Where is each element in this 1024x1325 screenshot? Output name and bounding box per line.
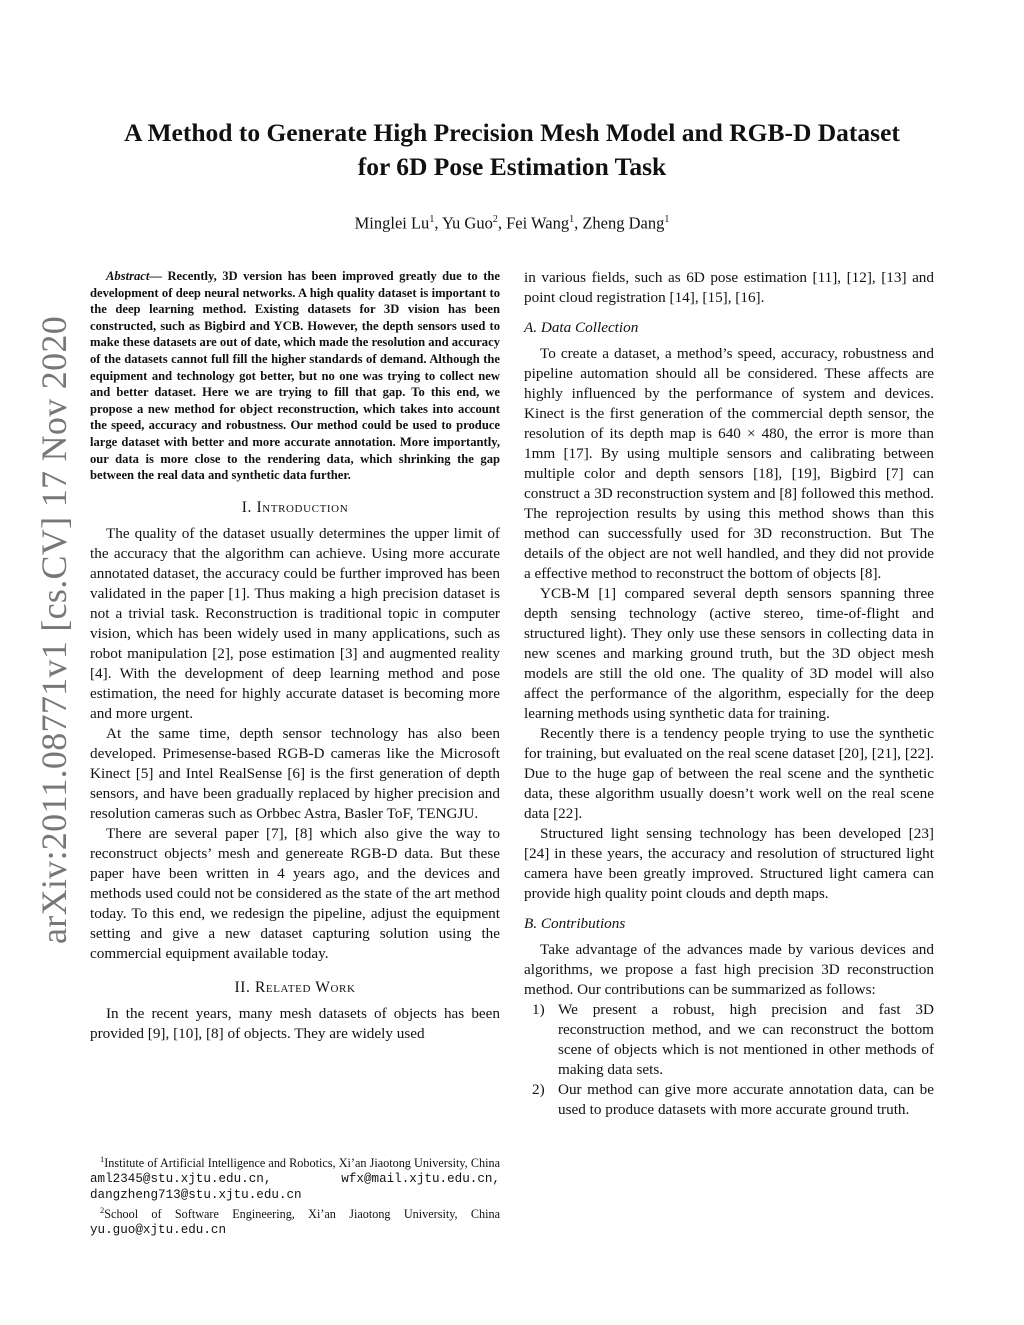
left-column [90, 268, 500, 1044]
data-collection-paragraph: Structured light sensing technology has been developed [23] [24] in these years, the accuracy and resolution of structured light camera have been greatly improved. Structured light camera can provide high quality point clouds and depth maps. [524, 825, 934, 902]
contributions-intro: Take advantage of the advances made by various devices and algorithms, we propose a fast high precision 3D reconstruction method. Our contributions can be summarized as follows: [524, 941, 934, 998]
section-heading-introduction: I. Introduction [241, 498, 349, 516]
related-work-continuation: in various fields, such as 6D pose estimation [11], [12], [13] and point cloud registration [14], [15], [16]. [524, 269, 934, 306]
title-line-2: for 6D Pose Estimation Task [357, 152, 667, 181]
affiliation-mark: 2 [492, 214, 498, 225]
list-item [524, 1000, 934, 1080]
footnote-2 [90, 1203, 500, 1238]
title-line-1: A Method to Generate High Precision Mesh Model and RGB-D Dataset [124, 118, 900, 147]
author-name: Zheng Dang [582, 213, 665, 233]
footnote-2-email: yu.guo@xjtu.edu.cn [90, 1223, 227, 1238]
intro-paragraph: There are several paper [7], [8] which also give the way to reconstruct objects’ mesh and genereate RGB-D data. But these paper have been written in 4 years ago, and the devices and methods used could not be considered as the state of the art method today. To this end, we redesign the pipeline, adjust the equipment setting and give a new dataset capturing solution using the commercial equipment available today. [90, 824, 500, 962]
abstract-text: Recently, 3D version has been improved greatly due to the development of deep neural networks. A high quality dataset is important to the deep learning method. Existing datasets for 3D vision has been constructed, such as Bigbird and YCB. However, the depth sensors used to make these datasets are out of date, which made the resolution and accuracy of the datasets cannot full fill the higher standards of demand. Although the equipment and technology got better, but no one was trying to collect new and better dataset. Here we are trying to fill that gap. To this end, we propose a new method for object reconstruction, which takes into account the speed, accuracy and robustness. Our method could be used to produce large dataset with better and more accurate annotation. More importantly, our data is more close to the rendering data, which shrinking the gap between the real data and synthetic data further. [90, 269, 500, 483]
list-item-text: Our method can give more accurate annotation data, can be used to produce datasets with more accurate ground truth. [558, 1081, 934, 1118]
affiliation-mark: 1 [569, 214, 575, 225]
footnotes [90, 1152, 500, 1238]
paper-title [60, 116, 964, 184]
contributions-list [524, 1000, 934, 1120]
footnote-1-emails: aml2345@stu.xjtu.edu.cn, wfx@mail.xjtu.edu.cn, dangzheng713@stu.xjtu.edu.cn [90, 1172, 500, 1203]
list-item-text: We present a robust, high precision and fast 3D reconstruction method, and we can reconstruct the bottom scene of objects which is not mentioned in other methods of making data sets. [558, 1001, 934, 1078]
list-item-number: 2) [532, 1081, 545, 1098]
subsection-heading-contributions: B. Contributions [524, 915, 626, 932]
author-list: Minglei Lu$^1$, Yu Guo$^2$, Fei Wang$^1$, Zheng Dang$^1$ [354, 213, 670, 233]
related-work-paragraph: In the recent years, many mesh datasets of objects has been provided [9], [10], [8] of objects. They are widely used [90, 1004, 500, 1042]
abstract [90, 268, 500, 484]
data-collection-paragraph: To create a dataset, a method’s speed, accuracy, robustness and pipeline automation should all be considered. These affects are highly influenced by the performance of system and devices. Kinect is the first generation of the commercial depth sensor, the resolution of its depth map is 640 × 480, the error is more than 1mm [17]. By using multiple sensors and calibrating between multiple color and depth sensors [18], [19], Bigbird [7] can construct a 3D reconstruction system and [8] followed this method. The reprojection results by using this method shows than this method can successfully used for 3D reconstruction. But The details of the object are not well handled, and they did not provide a effective method to reconstruct the bottom of objects [8]. [524, 345, 934, 582]
footnote-mark: 2 [100, 1205, 105, 1216]
author-name: Minglei Lu [354, 213, 430, 233]
subsection-heading-data-collection: A. Data Collection [524, 319, 639, 336]
intro-paragraph: At the same time, depth sensor technology has also been developed. Primesense-based RGB-D cameras like the Microsoft Kinect [5] and Intel RealSense [6] is the first generation of depth sensors, and have been gradually replaced by higher precision and resolution cameras such as Orbbec Astra, Basler ToF, TENGJU. [90, 724, 500, 822]
author-name: Fei Wang [506, 213, 570, 233]
affiliation-mark: 1 [429, 214, 435, 225]
footnote-mark: 1 [100, 1154, 105, 1164]
list-item-number: 1) [532, 1001, 545, 1018]
affiliation-mark: 1 [664, 214, 670, 225]
data-collection-paragraph: Recently there is a tendency people trying to use the synthetic for training, but evaluated on the real scene dataset [20], [21], [22]. Due to the huge gap of between the real scene and the synthetic data, these algorithm usually doesn’t work well on the real scene data [22]. [524, 725, 934, 822]
section-heading-related-work: II. Related Work [234, 978, 356, 996]
list-item [524, 1080, 934, 1120]
footnote-2-text: School of Software Engineering, Xi’an Jiaotong University, China [104, 1207, 500, 1222]
author-name: Yu Guo [441, 213, 493, 233]
footnote-1-text: Institute of Artificial Intelligence and Robotics, Xi’an Jiaotong University, China [104, 1156, 500, 1171]
arxiv-identifier: arXiv:2011.08771v1 [cs.CV] 17 Nov 2020 [34, 315, 74, 944]
data-collection-paragraph: YCB-M [1] compared several depth sensors spanning three depth sensing technology (active stereo, time-of-flight and structured light). They only use these sensors in collecting data in new scenes and marking ground truth, but the 3D object mesh models are still the old one. The quality of 3D model will also affect the performance of the algorithm, especially for the deep learning methods using synthetic data for training. [524, 585, 934, 722]
abstract-label: Abstract— [106, 269, 162, 283]
footnote-1 [90, 1152, 500, 1203]
right-column [524, 268, 934, 1120]
intro-paragraph: The quality of the dataset usually determines the upper limit of the accuracy that the algorithm can achieve. Using more accurate annotated dataset, the accuracy could be further improved has been validated in the paper [1]. Thus making a high precision dataset is not a trivial task. Reconstruction is traditional topic in computer vision, which has been widely used in many applications, such as robot manipulation [2], pose estimation [3] and augmented reality [4]. With the development of deep learning method and pose estimation, the need for highly accurate dataset is becoming more and more urgent. [90, 524, 500, 722]
